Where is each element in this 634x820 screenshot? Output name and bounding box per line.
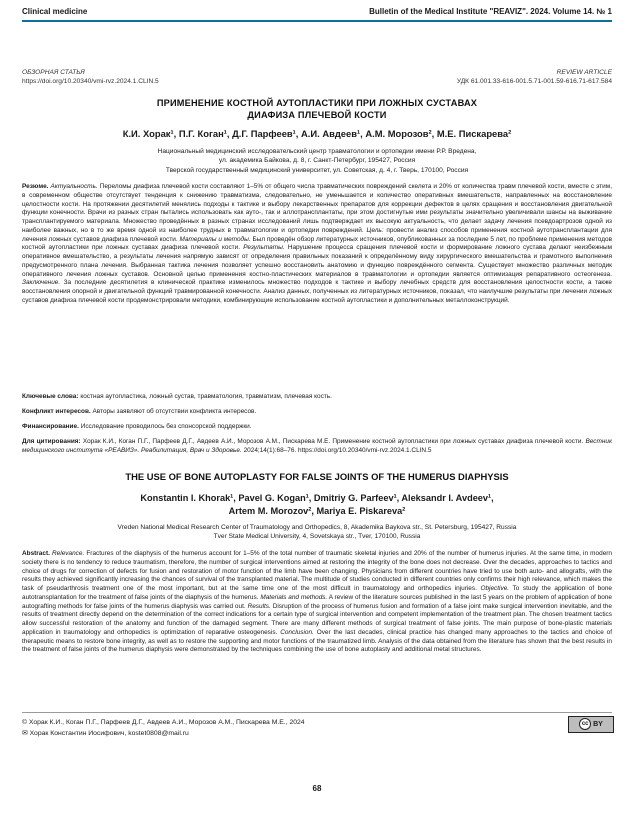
citation-doi-ru[interactable]: 2024;14(1):68–76. https://doi.org/10.20340/vmi-rvz.2024.1.CLIN.5 — [243, 446, 432, 454]
title-ru-line-1: ПРИМЕНЕНИЕ КОСТНОЙ АУТОПЛАСТИКИ ПРИ ЛОЖНЫХ СУСТАВАХ — [156, 98, 478, 108]
affiliations-ru — [22, 147, 612, 175]
title-ru-line-2: ДИАФИЗА ПЛЕЧЕВОЙ КОСТИ — [247, 110, 387, 120]
relevance-label-en: Relevance. — [52, 550, 85, 557]
methods-label-ru: Материалы и методы. — [179, 235, 251, 243]
funding-label-ru: Финансирование. — [22, 423, 79, 430]
affiliation-ru-1: Национальный медицинский исследовательский центр травматологии и ортопедии имени Р.Р. Вредена, — [157, 148, 477, 155]
conflict-of-interest-ru — [22, 408, 612, 417]
corresponding-author[interactable]: ✉ Хорак Константин Иосифович, kostet0808@mail.ru — [22, 730, 189, 737]
conflict-text-ru: Авторы заявляют об отсутствии конфликта интересов. — [92, 408, 257, 415]
funding-ru — [22, 423, 612, 432]
results-text-en: Disruption of the process of humerus fusion and formation of a false joint make surgical intervention inevitable, and the results of treatment directly depend on the determination of the correct indications for a certain type of surgical intervention and competent implementation of the treatment plan. The chosen treatment tactics allow successful restoration of the anatomy and function of the damaged segment. There are many different methods of surgical treatment of false joints. The main purpose of bone-plastic materials application in traumatology and orthopedics is optimization of reparative osteogenesis. — [22, 602, 612, 636]
methods-text-ru: Был проведён обзор литературных источников, опубликованных за последние 5 лет, по проблеме применения методов костной аутопластики при ложных суставах диафиза плечевой кости. — [22, 235, 613, 252]
methods-text-en: A review of the literature sources published in the last 5 years on the problem of application of bone autografting methods for false joints of the humerus diaphysis was carried out. — [22, 593, 612, 610]
abstract-label-ru: Резюме. — [22, 183, 49, 190]
methods-label-en: Materials and methods. — [260, 593, 328, 601]
authors-en-line-2: Artem M. Morozov², Mariya E. Piskareva² — [228, 506, 406, 516]
conflict-label-ru: Конфликт интересов. — [22, 408, 91, 415]
article-meta-row-2 — [22, 78, 612, 85]
funding-text-ru: Исследование проводилось без спонсорской поддержки. — [80, 423, 252, 430]
goal-text-ru: провести анализ способов применения костной аутотрансплантации для лечения ложных суставов диафиза плечевой кости. — [22, 226, 613, 243]
conclusion-label-ru: Заключение. — [22, 279, 61, 287]
citation-label-ru: Для цитирования: — [22, 438, 81, 445]
objective-text-en: To study the application of bone autotransplantation for the treatment of false joints of the diaphysis of the humerus. — [22, 585, 613, 601]
section-name: Clinical medicine — [22, 7, 88, 16]
abstract-en — [22, 550, 612, 655]
article-type-en: REVIEW ARTICLE — [556, 69, 612, 76]
affiliation-ru-3: Тверской государственный медицинский университет, ул. Советская, д. 4, г. Тверь, 170100, Россия — [165, 166, 469, 174]
license-label: BY — [593, 721, 603, 728]
article-title-ru — [30, 97, 604, 121]
running-header — [0, 0, 634, 24]
journal-name: Bulletin of the Medical Institute "REAVIZ". 2024. Volume 14. № 1 — [369, 7, 612, 16]
relevance-text-en: Fractures of the diaphysis of the humerus account for 1–5% of the total number of traumatic skeletal injuries and 20% of the number of humerus injuries. At the same time, in modern society there is no tendency to reduce traumatism, therefore, the number of surgical interventions aimed at restoring the integrity of the bone does not decrease. Over the decades, approaches to tactics and choice of drugs for correction of defects for fusion and restoration of motor function of the limb have been changing. Physicians from different countries have tried to use both auto- and allografts, with the results they achieved significantly increasing the chances of survival of the transplanted material. The multitude of studies conducted in different countries only confirms their high relevance, which makes the task of pseudarthrosis treatment one of the most important, but at the same time one of the most difficult in traumatology and orthopedics injuries. — [22, 550, 613, 592]
cc-by-license-icon[interactable] — [568, 716, 614, 733]
affiliation-ru-2: ул. академика Байкова, д. 8, г. Санкт-Петербург, 195427, Россия — [218, 157, 416, 165]
keywords-text-ru: костная аутопластика, ложный сустав, травматология, травматизм, плечевая кость. — [80, 393, 332, 400]
affiliations-en — [22, 523, 612, 542]
keywords-ru — [22, 393, 612, 402]
citation-ru — [22, 438, 612, 456]
conclusion-label-en: Conclusion. — [280, 628, 314, 636]
article-title-en: THE USE OF BONE AUTOPLASTY FOR FALSE JOINTS OF THE HUMERUS DIAPHYSIS — [125, 471, 509, 482]
udk-code: УДК 61.001.33-616-001.5.71-001.59-616.71-617.584 — [456, 78, 612, 85]
affiliation-en-2: Tver State Medical University, 4, Sovetskaya str., Tver, 170100, Russia — [213, 533, 421, 541]
conclusion-text-en: Over the last decades, clinical practice has changed many approaches to the tactics and choice of therapeutic means to restore bone integrity, as well as to restore the supporting and motor functions of the traumatized limb. Analysis of the data obtained from the literature has shown that the best results in the treatment of false joints of the humerus diaphysis were demonstrated by the techniques combining the use of bone autoplasty and additional metal structures. — [22, 628, 613, 654]
header-divider — [22, 20, 612, 22]
cc-circle-icon: cc — [579, 718, 591, 730]
results-label-ru: Результаты. — [243, 244, 285, 252]
conclusion-text-ru: За последние десятилетия в клинической практике изменилось множество подходов к тактике и выбору лечебных средств для восстановления целостности кости, а также восстановления опорной и двигательной функций травмированной конечности. Анализ данных, полученных из литературных источников, показал, что наилучшие результаты при лечении ложных суставов диафиза плечевой кости продемонстрировали методики, комбинирующие использование костной аутопластики и дополнительных металлоконструкций. — [22, 279, 612, 304]
doi-link[interactable]: https://doi.org/10.20340/vmi-rvz.2024.1.CLIN.5 — [22, 78, 159, 85]
relevance-text-ru: Переломы диафиза плечевой кости составляют 1–5% от общего числа травматических повреждений скелета и 20% от количества травм плечевой кости, вместе с этим, в современном обществе отсутствует тенденция к снижению травматизма, следовательно, не уменьшается и количество оперативных вмешательств, направленных на восстановление целостности кости. На протяжении десятилетий менялись подходы к тактике и выбору лекарственных препаратов для коррекции дефектов в целях сращения и восстановления двигательной функции конечности. Врачи из разных стран пытались использовать как ауто-, так и аллотрансплантаты, при этом достигнутые ими результаты значительно увеличивали шансы на выживание трансплантируемого материала. Множество проведённых в разных странах исследований лишь подтверждает их высокую актуальность, что делает задачу лечения псевдоартрозов одной из наиболее важных, но в то же время одной из наиболее трудных в травматологии и ортопедии повреждений. — [22, 183, 612, 234]
citation-text-ru: Хорак К.И., Коган П.Г., Парфеев Д.Г., Авдеев А.И., Морозов А.М., Пискарева М.Е. Применение костной аутопластики при ложных суставах диафиза плечевой кости. — [82, 438, 584, 445]
citation-journal-ru: Вестник медицинского института «РЕАВИЗ». Реабилитация, Врач и Здоровье. — [22, 438, 612, 454]
objective-label-en: Objective. — [480, 585, 510, 592]
abstract-label-en: Abstract. — [22, 550, 50, 557]
results-text-ru: Нарушение процесса сращения плечевой кости и формирование ложного сустава делают неизбежным оперативное вмешательство, а результаты лечения напрямую зависят от определения правильных показаний к определённому виду хирургического вмешательства и грамотного выполнения предусмотренного плана лечения. Выбранная тактика лечения позволяет успешно восстановить анатомию и функцию повреждённого сегмента. Существует множество различных методик оперативного лечения ложных суставов. Основной целью применения костно-пластических материалов в травматологии и ортопедии является оптимизация репаративного остеогенеза. — [22, 244, 613, 278]
article-meta-row-1 — [22, 69, 612, 76]
copyright-line: © Хорак К.И., Коган П.Г., Парфеев Д.Г., Авдеев А.И., Морозов А.М., Пискарева М.Е., 2024 — [22, 719, 305, 726]
abstract-ru — [22, 183, 612, 306]
goal-label-ru: Цель: — [366, 226, 384, 234]
authors-ru: К.И. Хорак¹, П.Г. Коган¹, Д.Г. Парфеев¹, А.И. Авдеев¹, А.М. Морозов², М.Е. Пискарева² — [122, 128, 512, 139]
authors-en — [22, 492, 612, 518]
relevance-label-ru: Актуальность. — [50, 183, 98, 190]
results-label-en: Results. — [247, 602, 271, 610]
keywords-label-ru: Ключевые слова: — [22, 393, 79, 400]
affiliation-en-1: Vreden National Medical Research Center of Traumatology and Orthopedics, 8, Akademika Baykova str., St. Petersburg, 195427, Russia — [117, 524, 517, 531]
article-type-ru: ОБЗОРНАЯ СТАТЬЯ — [22, 69, 85, 76]
footer-divider — [22, 712, 612, 713]
page-number: 68 — [312, 784, 322, 793]
authors-en-line-1: Konstantin I. Khorak¹, Pavel G. Kogan¹, Dmitriy G. Parfeev¹, Aleksandr I. Avdeev¹, — [140, 493, 494, 503]
